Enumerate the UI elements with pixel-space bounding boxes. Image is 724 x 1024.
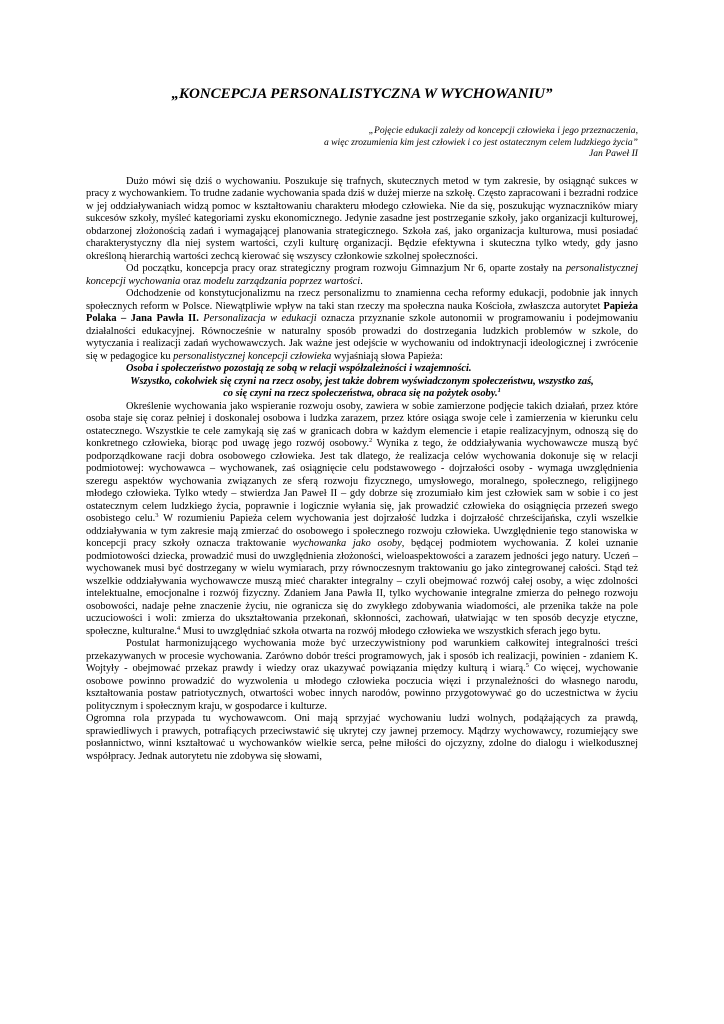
text-run: Postulat harmonizującego wychowania może być urzeczywistniony pod warunkiem całkowitej integralności treści przekazywanych w procesie wychowania. Zarówno dobór treści programowych, jak i sposób ich realizacji, powinien - zdaniem K. Wojtyły - obejmować przekaz prawdy i wiedzy oraz ukazywać powiązania między kulturą i wiarą. bbox=[86, 638, 638, 675]
paragraph-1: Dużo mówi się dziś o wychowaniu. Poszukuje się trafnych, skutecznych metod w tym zakresie, by osiągnąć sukces w pracy z wychowankiem. To trudne zadanie wychowania spada dziś w dużej mierze na szkołę. Często zapracowani i bezradni rodzice w jej oddziaływaniach widzą pomoc w kształtowaniu charakteru młodego człowieka. Nie da się, poszukując wyznaczników miary sukcesów szkoły, myśleć kategoriami zysku ekonomicznego. Jedynie zasadne jest postrzeganie szkoły, jako organizacji kulturowej, obdarzonej złożonością zadań i wymagającej planowania strategicznego. Szkoła zaś, jako organizacja kulturowa, musi posiadać charakterystyczny dla niej system wartości, czyli kulturę organizacji. Będzie efektywna i skuteczna tylko wtedy, gdy jasno określoną hierarchią wartości zechcą kierować się wszyscy członkowie szkolnej społeczności. bbox=[86, 175, 638, 262]
emphasis: wychowanka jako osoby bbox=[292, 538, 402, 550]
bold-text: Papieża Polaka – Jana Pawła II. bbox=[86, 300, 638, 325]
footnote-ref: 1 bbox=[497, 387, 501, 395]
emphasis: modelu zarządzania poprzez wartości bbox=[203, 275, 361, 287]
papal-quote bbox=[86, 363, 638, 401]
paragraph-6: Ogromna rola przypada tu wychowawcom. Oni mają sprzyjać wychowaniu ludzi wolnych, podążających za prawdą, sprawiedliwych i prawych, potrafiących przeciwstawić się ukrytej czy jawnej przemocy. Mądrzy wychowawcy, rozumiejący swe posłannictwo, winni kształtować u wychowanków wielkie serca, pełne miłości do ojczyzny, zdolne do dialogu i wielkodusznej współpracy. Jednak autorytetu nie zdobywa się słowami, bbox=[86, 713, 638, 762]
emphasis: personalistycznej koncepcji człowieka bbox=[173, 350, 332, 362]
text-run: oraz bbox=[180, 275, 204, 287]
document-title: „KONCEPCJA PERSONALISTYCZNA W WYCHOWANIU” bbox=[171, 86, 553, 102]
paragraph-4 bbox=[86, 401, 638, 639]
quote-line bbox=[86, 388, 638, 401]
text-run: Odchodzenie od konstytucjonalizmu na rzecz personalizmu to znamienna cecha reformy edukacji, podobnie jak innych społecznych reform w Polsce. Niewątpliwie wpływ na taki stan rzeczy ma społeczna nauka Kościoła, zwłaszcza autorytet bbox=[86, 288, 638, 312]
paragraph-3 bbox=[86, 288, 638, 363]
emphasis: personalistycznej koncepcji wychowania bbox=[86, 263, 638, 287]
text-run: , będącej podmiotem wychowania. Z kolei uznanie podmiotowości dziecka, prowadzić musi do uwzględnienia złożoności, wieloaspektowości a zarazem jedności jego natury. Uczeń – wychowanek musi być dostrzegany w wielu wymiarach, przy równoczesnym traktowaniu go jako zintegrowanej całości. Stąd też wszelkie oddziaływania wychowawcze muszą mieć charakter integralny – czyli obejmować rozwój całej osoby, a więc zdolności intelektualne, emocjonalne i rozwój fizyczny. Zdaniem Jana Pawła II, tylko wychowanie integralne zmierza do pełnego rozwoju osobowości, nadaje pełne znaczenie życiu, nie ogranicza się do zwykłego zdobywania wiadomości, ale przenika także na pole uczuciowości i woli: zmierza do ukształtowania przekonań, skłonności, zachowań, ułatwiając w ten sposób decyzje etyczne, społeczne, kulturalne. bbox=[86, 538, 639, 637]
motto-author: Jan Paweł II bbox=[588, 148, 638, 160]
motto-line: „Pojęcie edukacji zależy od koncepcji człowieka i jego przeznaczenia, bbox=[368, 125, 638, 136]
paragraph-2 bbox=[86, 263, 638, 288]
quote-text: co się czyni na rzecz społeczeństwa, obraca się na pożytek osoby. bbox=[223, 388, 498, 400]
text-run: oznacza przyznanie szkole autonomii w programowaniu i podejmowaniu działalności edukacyjnej. Równocześnie w naturalny sposób prowadzi do dostrzegania ludzkich problemów w szkole, do wytyczania i realizacji zadań wychowawczych. Jak ważne jest odejście w wychowaniu od indoktrynacji ideologicznej i zwrócenie się w pedagogice ku bbox=[86, 313, 638, 362]
motto-line: a więc zrozumienia kim jest człowiek i co jest ostatecznym celem ludzkiego życia” bbox=[323, 136, 638, 148]
paragraph-5 bbox=[86, 638, 638, 713]
text-run: wyjaśniają słowa Papieża: bbox=[331, 350, 443, 362]
text-run: . bbox=[360, 275, 363, 287]
text-run: W rozumieniu Papieża celem wychowania jest dojrzałość ludzka i dojrzałość chrześcijańska, czyli wszelkie oddziaływania w tym zakresie mają zmierzać do osobowego i społecznego rozwoju człowieka. Uwzględnienie tego stanowiska w koncepcji pracy szkoły oznacza traktowanie bbox=[86, 513, 638, 550]
quote-line: Osoba i społeczeństwo pozostają ze sobą w relacji współzależności i wzajemności. bbox=[126, 363, 472, 375]
text-run: Musi to uwzględniać szkoła otwarta na rozwój młodego człowieka we wszystkich sferach jego bytu. bbox=[180, 625, 601, 637]
footnote-ref: 5 bbox=[525, 662, 529, 670]
emphasis: Personalizacja w edukacji bbox=[203, 313, 317, 325]
quote-line: Wszystko, cokolwiek się czyni na rzecz osoby, jest także dobrem wyświadczonym społeczeństwu, wszystko zaś, bbox=[130, 375, 594, 387]
text-run: Od początku, koncepcja pracy oraz strategiczny program rozwoju Gimnazjum Nr 6, oparte zostały na bbox=[126, 263, 566, 275]
text-run: Wynika z tego, że oddziaływania wychowawcze muszą być podporządkowane racji dobra osobowego człowieka. Jest tak dlatego, że realizacja celów wychowania dokonuje się w relacji podmiotowej: wychowawca – wychowanek, zaś osiągnięcie celu podstawowego - dojrzałości osoby - wymaga uwzględnienia szeregu aspektów wychowania związanych ze sferą rozwoju fizycznego, umysłowego, moralnego, społecznego, religijnego młodego człowieka. Tylko wtedy – stwierdza Jan Paweł II – gdy dobrze się zrozumiało kim jest człowiek sam w sobie i co jest ostatecznym celem ludzkiego życia, poprawnie i logicznie wyłania się, jak prowadzić człowieka do osiągnięcia przezeń swego osobistego celu. bbox=[86, 438, 638, 525]
footnote-ref: 4 bbox=[176, 624, 181, 632]
text-run: Określenie wychowania jako wspieranie rozwoju osoby, zawiera w sobie zamierzone podjęcie takich działań, przez które osoba staje się coraz pełniej i doskonalej osobowa i ludzka zarazem, przez które osiąga swoje cele i zamierzenia w kierunku celu ostatecznego. Wszystkie te cele zamykają się zaś w granicach dobra w każdym elemencie i etapie realizacyjnym, odnoszą się do konkretnego człowieka, biorąc pod uwagę jego rozwój osobowy. bbox=[86, 400, 638, 450]
motto bbox=[86, 125, 638, 160]
document-page bbox=[86, 86, 638, 763]
text-run: Co więcej, wychowanie osobowe powinno prowadzić do wyzwolenia u młodego człowieka poczucia więzi i przynależności do własnego narodu, kształtowania postaw patriotycznych, otwartości wobec innych narodów, powinno przygotowywać go do uczestnictwa w życiu politycznym i społecznym kraju, w gospodarce i kulturze. bbox=[86, 663, 638, 712]
footnote-ref: 2 bbox=[369, 437, 373, 445]
footnote-ref: 3 bbox=[155, 512, 159, 520]
